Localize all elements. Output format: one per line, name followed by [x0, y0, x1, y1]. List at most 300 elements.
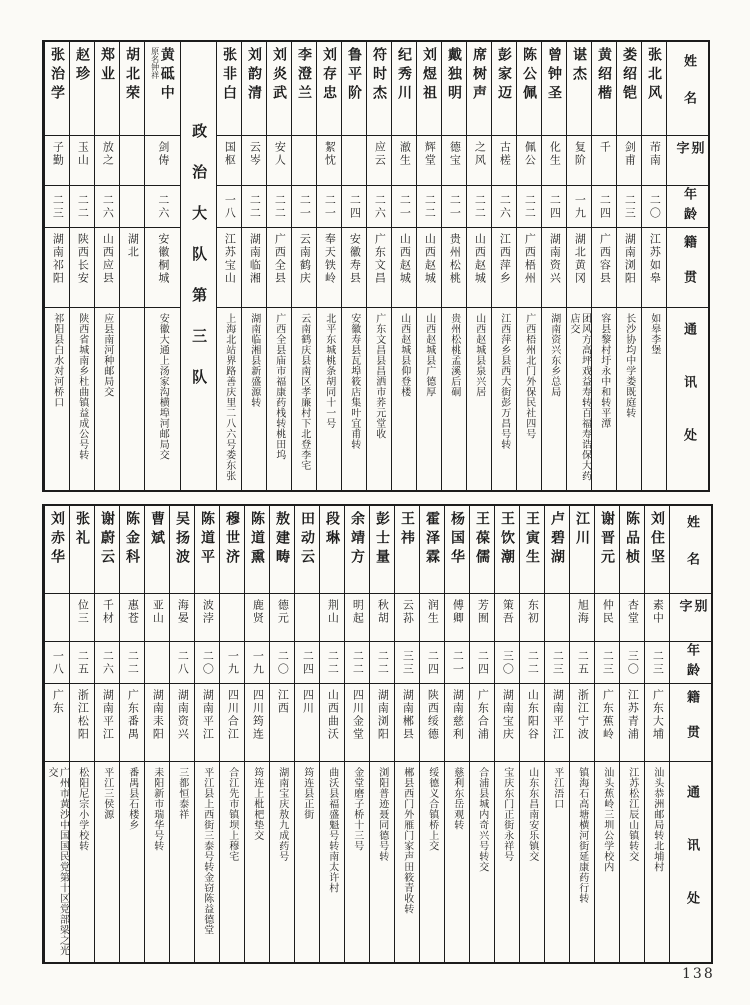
person-name: 曾钟圣	[546, 47, 563, 104]
person-native-place: 浙江宁波	[576, 689, 590, 741]
person-name-cell	[345, 506, 369, 594]
person-address-cell	[395, 762, 419, 962]
person-address-cell	[495, 762, 519, 962]
person-address-cell	[567, 308, 591, 490]
person-name-cell	[320, 506, 344, 594]
person-courtesy-name-cell	[492, 136, 516, 186]
person-native-place: 湖南郴县	[401, 689, 415, 741]
person-name-cell	[620, 506, 644, 594]
person-address: 安徽寿县瓦埠筱店集叶宜甫转	[348, 313, 360, 450]
person-courtesy-name-cell	[517, 136, 541, 186]
person-address-cell	[295, 762, 319, 962]
person-address: 平江浯口	[551, 767, 563, 809]
person-courtesy-name: 放之	[101, 141, 115, 167]
person-native-place-cell	[620, 684, 644, 762]
person-age-cell	[642, 186, 666, 228]
person-name-cell	[467, 42, 491, 136]
person-age-cell	[445, 642, 469, 684]
person-age: 二〇	[648, 193, 662, 220]
person-address-cell	[70, 308, 94, 490]
person-address-cell	[345, 762, 369, 962]
person-name: 谢蔚云	[99, 511, 116, 568]
person-courtesy-name-cell	[345, 594, 369, 642]
person-courtesy-name: 亚山	[151, 599, 165, 625]
column-header-name: 姓名	[670, 506, 711, 594]
person-native-place-cell	[592, 228, 616, 308]
person-name: 赵珍	[74, 47, 91, 85]
person-address-cell	[195, 762, 219, 962]
person-native-place-cell	[370, 684, 394, 762]
person-address: 山西赵城县仰登楼	[398, 313, 410, 397]
person-native-place: 湖南资兴	[548, 233, 562, 285]
person-address-cell	[542, 308, 566, 490]
person-courtesy-name-cell	[270, 594, 294, 642]
person-entry-column	[316, 42, 341, 490]
person-name: 黄绍楷	[596, 47, 613, 104]
person-name-cell	[217, 42, 241, 136]
person-age: 二一	[323, 193, 337, 220]
person-name: 纪秀川	[396, 47, 413, 104]
person-entry-column	[641, 42, 666, 490]
person-name: 陈品桢	[624, 511, 641, 568]
person-address-cell	[442, 308, 466, 490]
person-age-cell	[517, 186, 541, 228]
person-address-cell	[317, 308, 341, 490]
person-address-cell	[620, 762, 644, 962]
person-name: 谢晋元	[599, 511, 616, 568]
person-age: 二四	[348, 193, 362, 220]
person-native-place: 贵州松桃	[448, 233, 462, 285]
person-entry-column	[444, 506, 469, 962]
person-entry-column	[544, 506, 569, 962]
person-name: 霍泽霖	[424, 511, 441, 568]
person-name-cell	[492, 42, 516, 136]
person-courtesy-name-cell	[395, 594, 419, 642]
person-native-place: 云南鹤庆	[298, 233, 312, 285]
person-address: 云南鹤庆县南区孝廉村下北登李宅	[298, 313, 310, 471]
person-courtesy-name-cell	[292, 136, 316, 186]
person-age: 二六	[101, 193, 115, 220]
person-courtesy-name: 秋胡	[376, 599, 390, 625]
person-native-place-cell	[492, 228, 516, 308]
person-address-cell	[570, 762, 594, 962]
person-native-place: 江苏宝山	[223, 233, 237, 285]
column-header-age: 年龄	[667, 186, 708, 228]
person-entry-column	[69, 506, 94, 962]
person-age-cell	[95, 186, 119, 228]
person-age: 二二	[326, 649, 340, 676]
person-age-cell	[420, 642, 444, 684]
person-address-cell	[517, 308, 541, 490]
person-address-cell	[492, 308, 516, 490]
person-address-cell	[342, 308, 366, 490]
person-courtesy-name-cell	[392, 136, 416, 186]
person-address: 长沙协均中学娄既庭转	[623, 313, 635, 418]
person-name: 江川	[574, 511, 591, 549]
column-header-native-place: 籍贯	[670, 684, 711, 762]
person-name: 张北风	[646, 47, 663, 104]
person-native-place: 广东大埔	[651, 689, 665, 741]
person-native-place: 广西容县	[598, 233, 612, 285]
person-address-cell	[470, 762, 494, 962]
person-native-place: 广东蕉岭	[601, 689, 615, 741]
person-address: 广西全县庙市福康药栈转桃田坞	[273, 313, 285, 460]
person-address: 合江先市镇坝上穆宅	[226, 767, 238, 862]
person-courtesy-name-cell	[217, 136, 241, 186]
person-age-cell	[567, 186, 591, 228]
person-name-cell	[70, 506, 94, 594]
person-courtesy-name-cell	[470, 594, 494, 642]
person-name: 陈金科	[124, 511, 141, 568]
person-address: 山西赵城县广德厚	[423, 313, 435, 397]
person-native-place-cell	[545, 684, 569, 762]
person-name-cell	[495, 506, 519, 594]
bottom-table-entries	[44, 506, 669, 962]
person-age-cell	[317, 186, 341, 228]
person-address: 筠连上枇杷垫交	[251, 767, 263, 841]
person-name-cell	[95, 42, 119, 136]
person-native-place: 江西萍乡	[498, 233, 512, 285]
person-courtesy-name-cell	[70, 136, 94, 186]
person-address: 松阳尼宗小学校转	[76, 767, 88, 851]
person-native-place: 广西全县	[273, 233, 287, 285]
person-courtesy-name: 国枢	[223, 141, 237, 167]
person-age: 二三	[623, 193, 637, 220]
person-name-cell	[317, 42, 341, 136]
person-native-place-cell	[495, 684, 519, 762]
person-entry-column	[569, 506, 594, 962]
person-name-cell	[520, 506, 544, 594]
person-name: 刘韵清	[246, 47, 263, 104]
person-entry-column	[419, 506, 444, 962]
person-courtesy-name-cell	[70, 594, 94, 642]
person-entry-column	[491, 42, 516, 490]
person-native-place: 湖南临湘	[248, 233, 262, 285]
person-name: 刘赤华	[49, 511, 66, 568]
person-age: 二四	[598, 193, 612, 220]
person-address: 汕头蕉岭三圳公学校内	[601, 767, 613, 872]
person-name-cell	[645, 506, 669, 594]
person-name: 彭家迈	[496, 47, 513, 104]
person-courtesy-name: 千	[598, 141, 612, 154]
person-courtesy-name-cell	[267, 136, 291, 186]
person-native-place-cell	[70, 228, 94, 308]
person-courtesy-name-cell	[95, 594, 119, 642]
person-age: 二六	[498, 193, 512, 220]
person-age: 一八	[51, 649, 65, 676]
person-entry-column	[144, 506, 169, 962]
person-name-note: 原名钟祥	[150, 47, 160, 79]
person-courtesy-name-cell	[170, 594, 194, 642]
person-age: 二四	[301, 649, 315, 676]
person-name: 曹斌	[149, 511, 166, 549]
person-entry-column	[516, 42, 541, 490]
person-courtesy-name-cell	[95, 136, 119, 186]
person-address-cell	[95, 308, 119, 490]
person-native-place-cell	[645, 684, 669, 762]
person-address: 筠连县正街	[301, 767, 313, 820]
person-name-cell	[592, 42, 616, 136]
person-entry-column	[466, 42, 491, 490]
person-courtesy-name: 之风	[473, 141, 487, 167]
person-courtesy-name-cell	[317, 136, 341, 186]
person-address: 合浦县城内奇兴号转交	[476, 767, 488, 872]
person-courtesy-name: 澈生	[398, 141, 412, 167]
person-age: 二五	[76, 649, 90, 676]
person-address: 容县黎村圩永中和转平潭	[598, 313, 610, 429]
person-name-cell	[567, 42, 591, 136]
person-courtesy-name: 杏堂	[626, 599, 640, 625]
roster-table-bottom	[42, 504, 713, 964]
person-native-place: 江苏青浦	[626, 689, 640, 741]
person-courtesy-name: 剑俦	[156, 141, 170, 167]
person-courtesy-name-cell	[617, 136, 641, 186]
person-native-place-cell	[442, 228, 466, 308]
person-name-cell	[517, 42, 541, 136]
column-header-age: 年龄	[670, 642, 711, 684]
person-age-cell	[467, 186, 491, 228]
person-native-place: 广东番禺	[126, 689, 140, 741]
person-address-cell	[120, 762, 144, 962]
person-native-place: 山西赵城	[473, 233, 487, 285]
person-name: 胡北荣	[124, 47, 141, 104]
person-courtesy-name-cell	[620, 594, 644, 642]
person-native-place: 湖南资兴	[176, 689, 190, 741]
person-native-place-cell	[145, 684, 169, 762]
person-courtesy-name: 荆山	[326, 599, 340, 625]
person-age: 二二	[76, 193, 90, 220]
person-name: 卢碧湖	[549, 511, 566, 568]
person-entry-column	[119, 42, 144, 490]
person-native-place-cell	[445, 684, 469, 762]
person-age: 二〇	[276, 649, 290, 676]
person-name-cell	[442, 42, 466, 136]
person-age-cell	[342, 186, 366, 228]
person-courtesy-name: 佩公	[523, 141, 537, 167]
person-address: 应县南河种邮局交	[101, 313, 113, 397]
top-table-entries-left	[44, 42, 180, 490]
person-name-cell	[270, 506, 294, 594]
person-age-cell	[120, 186, 144, 228]
person-native-place-cell	[195, 684, 219, 762]
person-address: 祁阳县白水对河桥口	[51, 313, 63, 408]
person-age-cell	[542, 186, 566, 228]
person-entry-column	[94, 506, 119, 962]
person-age: 二八	[176, 649, 190, 676]
person-native-place-cell	[467, 228, 491, 308]
column-header-courtesy-name: 别字	[670, 594, 711, 642]
person-name-cell	[120, 506, 144, 594]
person-native-place: 湖南浏阳	[623, 233, 637, 285]
person-native-place-cell	[145, 228, 180, 308]
person-address-cell	[145, 762, 169, 962]
person-address-cell	[270, 762, 294, 962]
person-courtesy-name-cell	[567, 136, 591, 186]
person-age: 一八	[223, 193, 237, 220]
person-age: 二六	[373, 193, 387, 220]
person-name: 余靖方	[349, 511, 366, 568]
person-native-place: 浙江松阳	[76, 689, 90, 741]
person-courtesy-name: 云荪	[401, 599, 415, 625]
top-table-entries-right	[216, 42, 666, 490]
person-entry-column	[616, 42, 641, 490]
person-courtesy-name-cell	[145, 594, 169, 642]
person-age-cell	[492, 186, 516, 228]
person-entry-column	[344, 506, 369, 962]
person-age-cell	[417, 186, 441, 228]
person-age: 三〇	[501, 649, 515, 676]
person-address-cell	[392, 308, 416, 490]
person-name: 陈道熏	[249, 511, 266, 568]
person-native-place-cell	[320, 684, 344, 762]
person-name-cell	[642, 42, 666, 136]
person-courtesy-name: 辉堂	[423, 141, 437, 167]
person-native-place: 四川合江	[226, 689, 240, 741]
person-age: 二三	[601, 649, 615, 676]
person-entry-column	[591, 42, 616, 490]
person-entry-column	[594, 506, 619, 962]
person-courtesy-name: 东初	[526, 599, 540, 625]
person-courtesy-name: 云岑	[248, 141, 262, 167]
person-entry-column	[94, 42, 119, 490]
person-address: 三都恒泰祥	[176, 767, 188, 820]
person-address-cell	[45, 308, 69, 490]
person-age-cell	[570, 642, 594, 684]
person-address: 团风方高坪戏益寿转百福寿诰保大药店交	[568, 313, 591, 481]
person-native-place: 广东	[51, 689, 65, 715]
person-name: 张非白	[221, 47, 238, 104]
person-entry-column	[241, 42, 266, 490]
person-courtesy-name: 润生	[426, 599, 440, 625]
person-age: 三三	[401, 649, 415, 676]
person-entry-column	[366, 42, 391, 490]
person-age: 一九	[251, 649, 265, 676]
person-name: 陈道平	[199, 511, 216, 568]
person-name: 谌杰	[571, 47, 588, 85]
person-address-cell	[120, 308, 144, 490]
person-address-cell	[592, 308, 616, 490]
person-entry-column	[44, 42, 69, 490]
person-native-place: 湖北	[126, 233, 140, 259]
person-native-place-cell	[517, 228, 541, 308]
person-native-place: 湖南慈利	[451, 689, 465, 741]
person-age: 二一	[451, 649, 465, 676]
person-native-place-cell	[317, 228, 341, 308]
person-address: 如皋李堡	[648, 313, 660, 355]
person-name: 黄砥中	[158, 47, 175, 104]
person-address-cell	[545, 762, 569, 962]
person-age: 二六	[156, 193, 170, 220]
person-native-place: 安徽桐城	[156, 233, 170, 285]
person-courtesy-name-cell	[367, 136, 391, 186]
person-courtesy-name: 安人	[273, 141, 287, 167]
person-name-cell	[545, 506, 569, 594]
person-address-cell	[367, 308, 391, 490]
person-name: 刘煜祖	[421, 47, 438, 104]
person-name: 王寅生	[524, 511, 541, 568]
person-courtesy-name: 千材	[101, 599, 115, 625]
person-age-cell	[145, 186, 180, 228]
person-courtesy-name: 波浡	[201, 599, 215, 625]
person-age-cell	[595, 642, 619, 684]
person-courtesy-name: 位三	[76, 599, 90, 625]
person-native-place-cell	[345, 684, 369, 762]
person-address: 平江县上西街三泰号转金窃陈益德堂	[201, 767, 213, 935]
person-courtesy-name-cell	[595, 594, 619, 642]
person-entry-column	[144, 42, 180, 490]
person-age-cell	[217, 186, 241, 228]
person-name: 吴扬波	[174, 511, 191, 568]
column-header-courtesy-name: 别字	[667, 136, 708, 186]
person-address-cell	[370, 762, 394, 962]
person-name: 刘存忠	[321, 47, 338, 104]
person-address: 贵州松桃孟溪后硐	[448, 313, 460, 397]
person-age: 二四	[548, 193, 562, 220]
person-name: 彭士量	[374, 511, 391, 568]
person-name: 席树声	[471, 47, 488, 104]
person-name-cell	[342, 42, 366, 136]
person-address: 耒阳新市瑞华号转	[151, 767, 163, 851]
person-native-place-cell	[270, 684, 294, 762]
column-header-native-place: 籍贯	[667, 228, 708, 308]
person-courtesy-name: 明起	[351, 599, 365, 625]
person-courtesy-name-cell	[542, 136, 566, 186]
person-name-cell	[370, 506, 394, 594]
person-address-cell	[645, 762, 669, 962]
person-name-cell	[292, 42, 316, 136]
person-age: 二一	[298, 193, 312, 220]
person-native-place: 安徽寿县	[348, 233, 362, 285]
person-native-place-cell	[542, 228, 566, 308]
person-entry-column	[369, 506, 394, 962]
person-native-place: 湖南平江	[101, 689, 115, 741]
person-age: 二三	[51, 193, 65, 220]
person-address: 浏阳普迹聂同德号转	[376, 767, 388, 862]
person-entry-column	[219, 506, 244, 962]
person-age: 二二	[126, 649, 140, 676]
person-entry-column	[294, 506, 319, 962]
person-courtesy-name-cell	[370, 594, 394, 642]
person-name: 穆世济	[224, 511, 241, 568]
person-courtesy-name: 策吾	[501, 599, 515, 625]
person-native-place-cell	[295, 684, 319, 762]
person-name: 刘住坚	[649, 511, 666, 568]
person-age-cell	[70, 186, 94, 228]
person-age: 二三	[651, 649, 665, 676]
person-courtesy-name-cell	[45, 136, 69, 186]
person-courtesy-name: 仲民	[601, 599, 615, 625]
person-address-cell	[220, 762, 244, 962]
person-entry-column	[619, 506, 644, 962]
person-age: 二二	[423, 193, 437, 220]
person-age-cell	[645, 642, 669, 684]
section-title: 政治大队第三队	[190, 122, 209, 410]
person-native-place: 江苏如皋	[648, 233, 662, 285]
person-name-cell	[95, 506, 119, 594]
roster-table-top	[42, 40, 710, 492]
person-entry-column	[644, 506, 669, 962]
person-native-place: 奉天铁岭	[323, 233, 337, 285]
person-age-cell	[395, 642, 419, 684]
person-age-cell	[320, 642, 344, 684]
person-age-cell	[495, 642, 519, 684]
person-name: 杨国华	[449, 511, 466, 568]
person-courtesy-name: 海晏	[176, 599, 190, 625]
person-age-cell	[245, 642, 269, 684]
person-name-cell	[542, 42, 566, 136]
person-native-place-cell	[595, 684, 619, 762]
person-age: 二一	[448, 193, 462, 220]
